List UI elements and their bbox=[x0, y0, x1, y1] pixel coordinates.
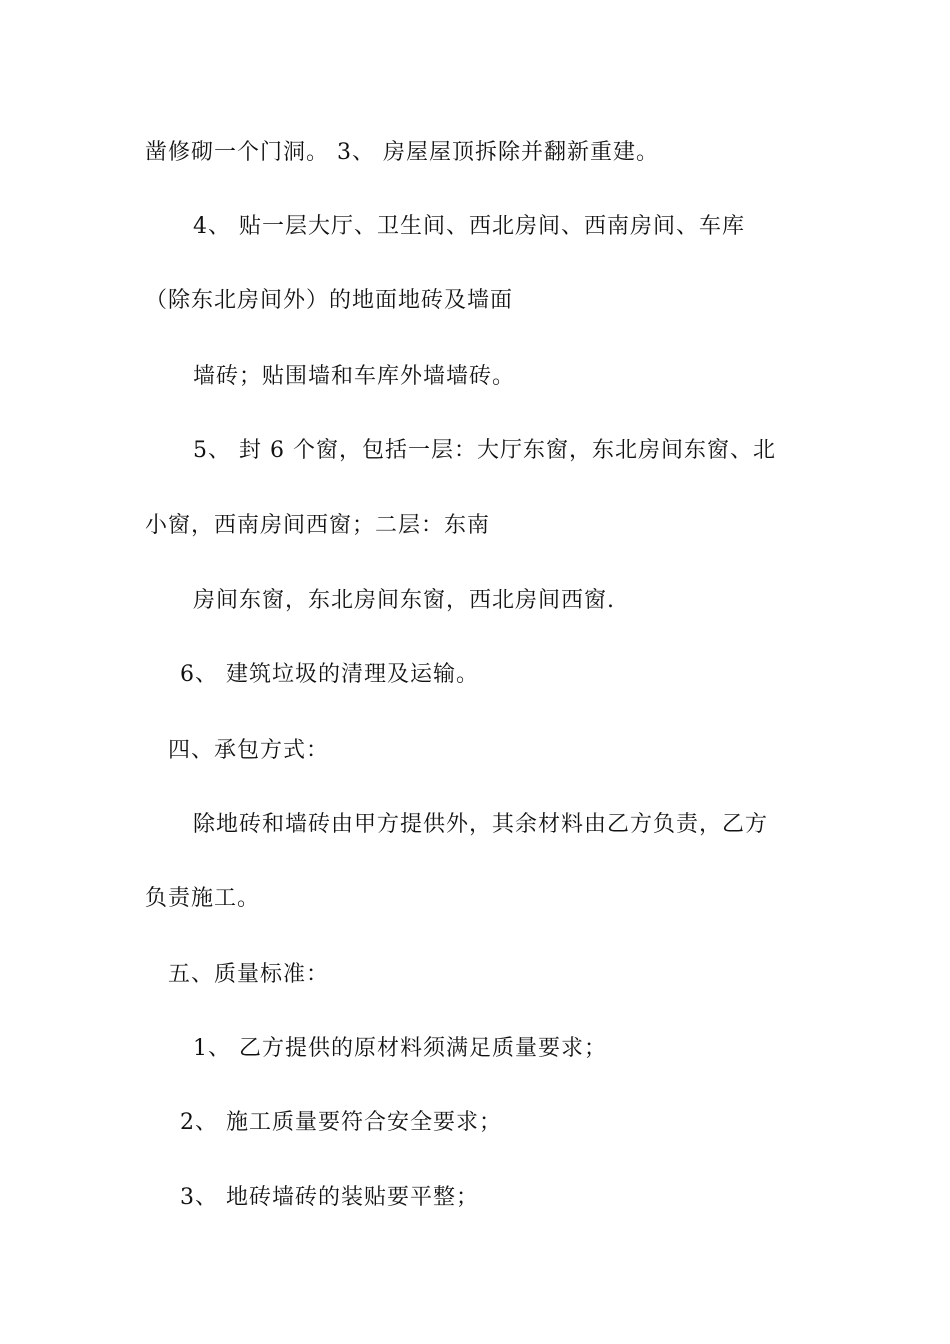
text-line-6: 小窗，西南房间西窗；二层：东南 bbox=[145, 513, 491, 538]
text-line-11: 负责施工。 bbox=[145, 886, 261, 911]
quality-item-3: 3、 地砖墙砖的装贴要平整； bbox=[180, 1185, 479, 1210]
list-item-4: 4、 贴一层大厅、卫生间、西北房间、西南房间、车库 bbox=[193, 214, 745, 239]
list-item-6: 6、 建筑垃圾的清理及运输。 bbox=[180, 662, 479, 687]
text-line-1: 凿修砌一个门洞。 3、 房屋屋顶拆除并翻新重建。 bbox=[145, 140, 659, 165]
text-line-4: 墙砖；贴围墙和车库外墙墙砖。 bbox=[193, 364, 516, 389]
text-line-7: 房间东窗，东北房间东窗，西北房间西窗. bbox=[193, 588, 615, 613]
text-line-3: （除东北房间外）的地面地砖及墙面 bbox=[145, 288, 514, 313]
section-heading-4: 四、承包方式： bbox=[168, 738, 330, 763]
text-line-10: 除地砖和墙砖由甲方提供外，其余材料由乙方负责，乙方 bbox=[193, 812, 769, 837]
section-heading-5: 五、质量标准： bbox=[168, 962, 330, 987]
quality-item-2: 2、 施工质量要符合安全要求； bbox=[180, 1110, 502, 1135]
quality-item-1: 1、 乙方提供的原材料须满足质量要求； bbox=[193, 1036, 607, 1061]
list-item-5: 5、 封 6 个窗，包括一层：大厅东窗，东北房间东窗、北 bbox=[193, 438, 776, 463]
